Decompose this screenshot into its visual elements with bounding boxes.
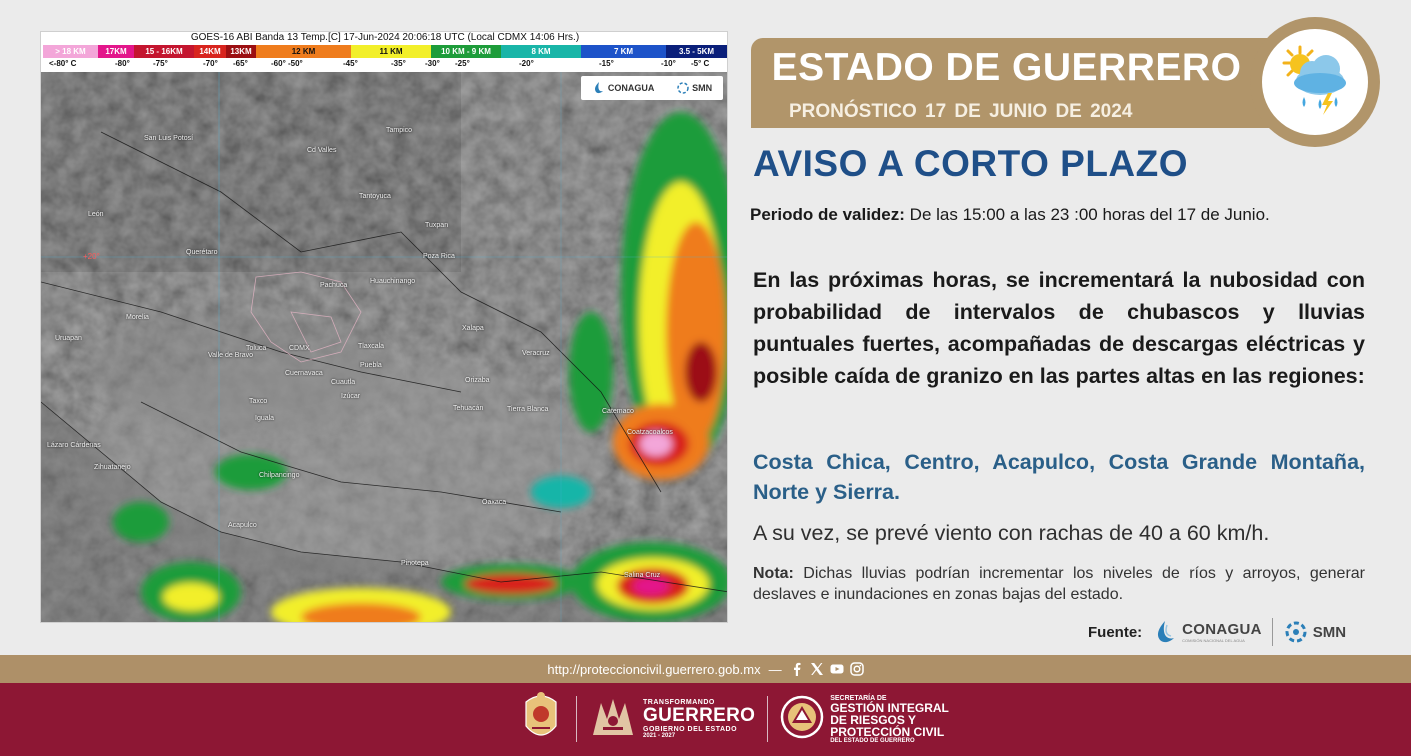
- city-label: Tierra Blanca: [507, 406, 549, 413]
- validity-label: Periodo de validez:: [750, 205, 905, 224]
- city-label: Poza Rica: [423, 253, 455, 260]
- temperature-label: -65°: [233, 59, 248, 68]
- note-paragraph: [753, 563, 1365, 605]
- temperature-label: -30°: [425, 59, 440, 68]
- city-label: Pachuca: [320, 282, 348, 289]
- source-divider: [1272, 618, 1273, 646]
- city-label: Zihuatanejo: [94, 464, 131, 471]
- civil-protection-icon: [780, 695, 824, 739]
- x-icon[interactable]: [810, 662, 824, 676]
- sun-cloud-rain-storm-icon: [1270, 37, 1360, 127]
- city-label: León: [88, 211, 104, 218]
- temperature-label: -60° -50°: [271, 59, 303, 68]
- footer-link-bar: [0, 655, 1411, 683]
- source-label: Fuente:: [1088, 623, 1143, 641]
- city-label: Iguala: [255, 415, 275, 422]
- scale-segment: 3.5 - 5KM: [666, 45, 727, 58]
- city-label: Lázaro Cárdenas: [47, 442, 101, 449]
- city-label: Morelia: [126, 314, 149, 321]
- satellite-image: [41, 72, 728, 623]
- forecast-date: PRONÓSTICO 17 DE JUNIO DE 2024: [789, 101, 1133, 122]
- city-label: Tuxpan: [425, 222, 449, 229]
- guerrero-emblem-icon: [589, 695, 637, 739]
- validity-value: De las 15:00 a las 23 :00 horas del 17 de Junio.: [909, 205, 1270, 224]
- city-label: Izúcar: [341, 393, 361, 400]
- proteccion-civil-logo: SECRETARÍA DE GESTIÓN INTEGRAL DE RIESGOS Y PROTECCIÓN CIVIL DEL ESTADO DE GUERRERO: [780, 695, 949, 744]
- scale-segment: 8 KM: [501, 45, 581, 58]
- scale-segment: 14KM: [194, 45, 226, 58]
- map-conagua-logo: CONAGUA: [592, 81, 655, 95]
- conagua-icon: [1152, 619, 1178, 645]
- header-banner: [751, 38, 1291, 128]
- scale-segment: 15 - 16KM: [134, 45, 194, 58]
- source-credit: [1088, 614, 1346, 650]
- temperature-label: <-80° C: [49, 59, 77, 68]
- city-label: Taxco: [249, 398, 268, 405]
- scale-segment: 12 KM: [256, 45, 351, 58]
- altitude-color-scale: [43, 45, 727, 58]
- temperature-label: -45°: [343, 59, 358, 68]
- map-title: GOES-16 ABI Banda 13 Temp.[C] 17-Jun-2024 20:06:18 UTC (Local CDMX 14:06 Hrs.): [190, 32, 580, 43]
- city-label: Tlaxcala: [358, 343, 385, 350]
- temperature-scale: [43, 59, 727, 70]
- latitude-label: +20°: [83, 252, 100, 261]
- logo-divider: [767, 696, 768, 742]
- map-smn-logo: SMN: [676, 81, 712, 95]
- note-body: Dichas lluvias podrían incrementar los niveles de ríos y arroyos, generar deslaves e inundaciones en zonas bajas del estado.: [753, 565, 1366, 603]
- city-label: Querétaro: [186, 249, 218, 256]
- city-label: CDMX: [289, 345, 310, 352]
- smn-icon: [676, 81, 690, 95]
- city-label: Cuautla: [331, 379, 356, 386]
- state-crest-icon: [518, 688, 564, 746]
- temperature-label: -25°: [455, 59, 470, 68]
- map-header: [41, 32, 728, 72]
- scale-segment: 17KM: [98, 45, 134, 58]
- city-label: Tantoyuca: [359, 193, 391, 200]
- scale-segment: 11 KM: [351, 45, 431, 58]
- city-label: Xalapa: [462, 325, 484, 332]
- website-link[interactable]: http://proteccioncivil.guerrero.gob.mx: [547, 661, 761, 677]
- city-label: Acapulco: [228, 522, 257, 529]
- city-label: Tampico: [386, 127, 413, 134]
- government-logos: [518, 689, 949, 749]
- city-label: San Luis Potosí: [144, 135, 194, 142]
- weather-badge: [1250, 17, 1380, 147]
- link-separator: —: [768, 661, 782, 677]
- smn-logo: SMN: [1283, 619, 1346, 645]
- social-icons: [790, 662, 864, 676]
- city-label: Toluca: [246, 345, 267, 352]
- city-label: Chilpancingo: [259, 472, 300, 479]
- state-title: ESTADO DE GUERRERO: [771, 46, 1242, 89]
- notice-title: AVISO A CORTO PLAZO: [753, 143, 1189, 184]
- validity-period: [750, 205, 1270, 225]
- temperature-label: -80°: [115, 59, 130, 68]
- conagua-icon: [592, 81, 606, 95]
- forecast-paragraph: En las próximas horas, se incrementará la nubosidad con probabilidad de intervalos de chubascos y lluvias puntuales fuertes, acompañadas de descargas eléctricas y posible caída de granizo en las partes altas en las regiones:: [753, 268, 1365, 388]
- city-label: Puebla: [360, 362, 382, 369]
- temperature-label: -5° C: [691, 59, 710, 68]
- youtube-icon[interactable]: [830, 662, 844, 676]
- scale-segment: 7 KM: [581, 45, 666, 58]
- city-label: Oaxaca: [482, 499, 507, 506]
- scale-segment: > 18 KM: [43, 45, 98, 58]
- temperature-label: -75°: [153, 59, 168, 68]
- city-label: Valle de Bravo: [208, 352, 254, 359]
- city-label: Orizaba: [465, 377, 490, 384]
- state-crest-logo: [518, 688, 564, 751]
- conagua-logo: CONAGUA COMISIÓN NACIONAL DEL AGUA: [1152, 619, 1262, 645]
- government-footer: [0, 683, 1411, 756]
- temperature-label: -35°: [391, 59, 406, 68]
- city-label: Uruapan: [55, 335, 82, 342]
- city-label: Pinotepa: [401, 560, 429, 567]
- smn-icon: [1283, 619, 1309, 645]
- city-label: Tehuacán: [453, 405, 484, 412]
- temperature-label: -70°: [203, 59, 218, 68]
- affected-regions: Costa Chica, Centro, Acapulco, Costa Grande Montaña, Norte y Sierra.: [753, 450, 1365, 504]
- city-label: Cd Valles: [307, 147, 337, 154]
- wind-forecast: A su vez, se prevé viento con rachas de 40 a 60 km/h.: [753, 521, 1270, 545]
- temperature-label: -15°: [599, 59, 614, 68]
- scale-segment: 10 KM - 9 KM: [431, 45, 501, 58]
- city-label: Coatzacoalcos: [627, 429, 673, 436]
- city-label: Huauchinango: [370, 278, 416, 285]
- satellite-map: [40, 31, 728, 623]
- city-label: Veracruz: [522, 350, 550, 357]
- guerrero-gov-logo: TRANSFORMANDO GUERRERO GOBIERNO DEL ESTADO 2021 - 2027: [589, 695, 755, 744]
- temperature-label: -10°: [661, 59, 676, 68]
- logo-divider: [576, 696, 577, 742]
- note-label: Nota:: [753, 565, 794, 582]
- scale-segment: 13KM: [226, 45, 256, 58]
- temperature-label: -20°: [519, 59, 534, 68]
- facebook-icon[interactable]: [790, 662, 804, 676]
- city-label: Cuernavaca: [285, 370, 323, 377]
- city-label: Catemaco: [602, 408, 634, 415]
- map-logos: [581, 76, 723, 100]
- instagram-icon[interactable]: [850, 662, 864, 676]
- city-label: Salina Cruz: [624, 572, 661, 579]
